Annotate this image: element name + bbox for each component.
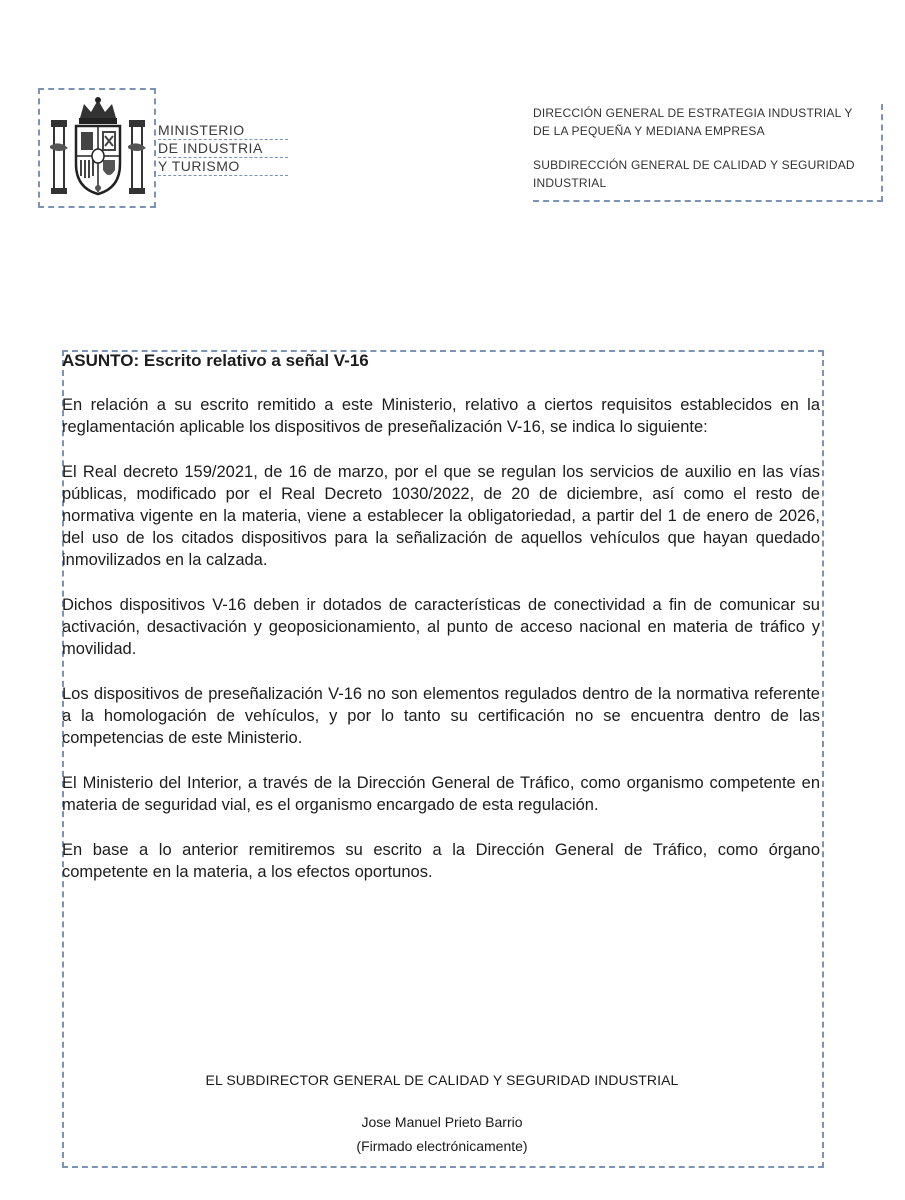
directorate-line-1: DIRECCIÓN GENERAL DE ESTRATEGIA INDUSTRIAL Y [533, 106, 853, 120]
directorate-block [533, 104, 883, 202]
letter-body [62, 350, 820, 906]
subdirectorate-line-1: SUBDIRECCIÓN GENERAL DE CALIDAD Y SEGURIDAD [533, 158, 855, 172]
signature-block [62, 1070, 822, 1156]
paragraph-6: En base a lo anterior remitiremos su escrito a la Dirección General de Tráfico, como órgano competente en la materia, a los efectos oportunos. [62, 841, 820, 881]
signer-role: EL SUBDIRECTOR GENERAL DE CALIDAD Y SEGURIDAD INDUSTRIAL [205, 1072, 679, 1088]
paragraph-5: El Ministerio del Interior, a través de la Dirección General de Tráfico, como organismo competente en materia de seguridad vial, es el organismo encargado de esta regulación. [62, 774, 820, 814]
logo-frame-right [154, 88, 156, 208]
ministry-line-2: DE INDUSTRIA [158, 140, 288, 158]
ministry-line-1: MINISTERIO [158, 122, 288, 140]
ministry-line-3: Y TURISMO [158, 158, 288, 176]
coat-of-arms-icon [48, 96, 148, 200]
subdirectorate-line-2: INDUSTRIAL [533, 176, 607, 190]
directorate-line-2: DE LA PEQUEÑA Y MEDIANA EMPRESA [533, 124, 765, 138]
logo-frame-bottom [38, 206, 156, 208]
letter-subject: ASUNTO: Escrito relativo a señal V-16 [62, 351, 369, 370]
ministry-name [158, 122, 288, 176]
paragraph-3: Dichos dispositivos V-16 deben ir dotados de características de conectividad a fin de comunicar su activación, desactivación y geoposicionamiento, al punto de acceso nacional en materia de tráfico y movilidad. [62, 596, 820, 658]
paragraph-4: Los dispositivos de preseñalización V-16 no son elementos regulados dentro de la normativa referente a la homologación de vehículos, y por lo tanto su certificación no se encuentra dentro de las competencias de este Ministerio. [62, 685, 820, 747]
paragraph-2: El Real decreto 159/2021, de 16 de marzo, por el que se regulan los servicios de auxilio en las vías públicas, modificado por el Real Decreto 1030/2022, de 20 de diciembre, así como el resto de normativa vigente en la materia, viene a establecer la obligatoriedad, a partir del 1 de enero de 2026, del uso de los citados dispositivos para la señalización de aquellos vehículos que hayan quedado inmovilizados en la calzada. [62, 463, 820, 569]
signature-note: (Firmado electrónicamente) [356, 1138, 528, 1154]
paragraph-1: En relación a su escrito remitido a este Ministerio, relativo a ciertos requisitos establecidos en la reglamentación aplicable los dispositivos de preseñalización V-16, se indica lo siguiente: [62, 396, 820, 436]
signer-name: Jose Manuel Prieto Barrio [361, 1114, 523, 1130]
